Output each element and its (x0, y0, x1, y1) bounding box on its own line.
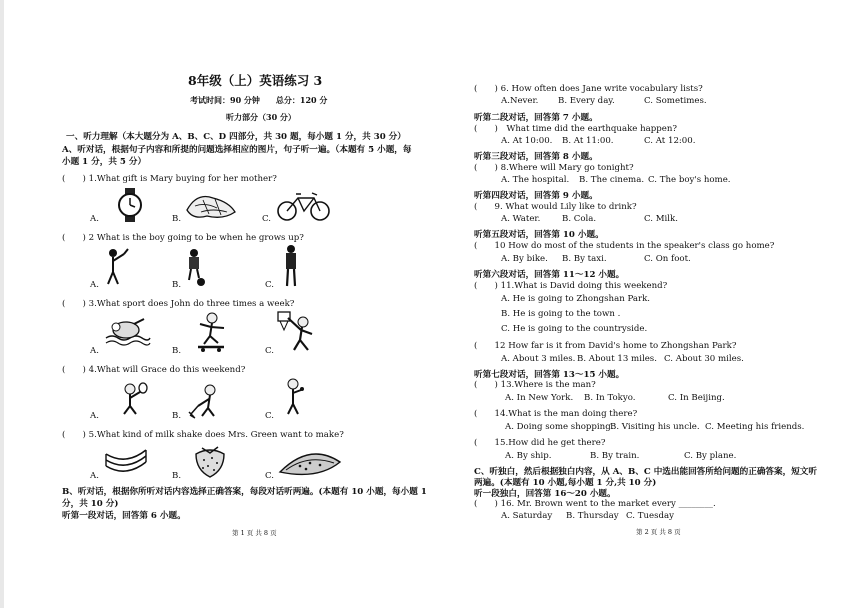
q10-option-c: C. On foot. (644, 254, 691, 264)
q4-option-b-label: B. (172, 411, 182, 421)
segment-1-heading: 听第一段对话，回答第 6 小题。 (62, 511, 186, 521)
segment-2-heading: 听第二段对话，回答第 7 小题。 (474, 113, 598, 123)
q2-option-b-label: B. (172, 280, 182, 290)
listening-part-heading: 听力部分（30 分） (226, 112, 296, 122)
strawberry-icon (190, 444, 230, 478)
q13-option-c: C. In Beijing. (668, 393, 725, 403)
q6-option-a: A.Never. (501, 96, 539, 106)
q11-option-b: B. He is going to the town . (501, 309, 621, 319)
bananas-icon (104, 448, 148, 478)
question-3: ( ) 3.What sport does John do three times a week? (62, 299, 295, 309)
q15-option-c: C. By plane. (684, 451, 737, 461)
question-8: ( ) 8.Where will Mary go tonight? (474, 163, 634, 173)
q3-option-c-label: C. (265, 346, 275, 356)
q5-option-a-label: A. (90, 471, 99, 481)
q12-option-b: B. About 13 miles. (577, 354, 657, 364)
businessman-icon (282, 244, 300, 288)
segment-6-heading: 听第六段对话，回答第 11～12 小题。 (474, 270, 625, 280)
q8-option-b: B. The cinema. (579, 175, 645, 185)
q14-option-a: A. Doing some shopping. (505, 422, 614, 432)
question-9: ( 9. What would Lily like to drink? (474, 202, 637, 212)
scarf-icon (183, 190, 239, 222)
page-footer-2: 第 2 页 共 8 页 (636, 528, 681, 536)
q3-option-a-label: A. (90, 346, 99, 356)
q5-option-c-label: C. (265, 471, 275, 481)
q1-option-c-label: C. (262, 214, 272, 224)
question-16: ( ) 16. Mr. Brown went to the market every ________. (474, 499, 716, 509)
q6-option-b: B. Every day. (558, 96, 615, 106)
question-12: ( 12 How far is it from David's home to Zhongshan Park? (474, 341, 737, 351)
q16-option-b: B. Thursday (566, 511, 619, 521)
swimming-icon (104, 316, 150, 348)
watermelon-icon (278, 448, 342, 478)
q15-option-b: B. By train. (590, 451, 640, 461)
q14-option-b: B. Visiting his uncle. (610, 422, 700, 432)
q9-option-c: C. Milk. (644, 214, 678, 224)
question-2: ( ) 2 What is the boy going to be when he grows up? (62, 233, 304, 243)
q9-option-b: B. Cola. (562, 214, 597, 224)
section-1-heading: 一、听力理解（本大题分为 A、B、C、D 四部分，共 30 题，每小题 1 分，共 30 分） (66, 132, 406, 142)
q11-option-c: C. He is going to the countryside. (501, 324, 648, 334)
football-player-icon (184, 248, 206, 288)
section-a-instruction-cont: 小题 1 分，共 5 分） (62, 157, 147, 167)
q13-option-b: B. In Tokyo. (584, 393, 636, 403)
q11-option-a: A. He is going to Zhongshan Park. (501, 294, 651, 304)
question-13: ( ) 13.Where is the man? (474, 380, 596, 390)
segment-7-heading: 听第七段对话，回答第 13～15 小题。 (474, 370, 625, 380)
q10-option-a: A. By bike. (501, 254, 548, 264)
section-c-instruction-cont: 两遍。(本题有 10 小题,每小题 1 分,共 10 分) (474, 478, 657, 488)
q1-option-a-label: A. (90, 214, 99, 224)
segment-8-heading: 听一段独白，回答第 16～20 小题。 (474, 489, 616, 499)
q1-option-b-label: B. (172, 214, 182, 224)
scan-edge-left (0, 0, 4, 608)
basketball-icon (276, 310, 318, 352)
question-1: ( ) 1.What gift is Mary buying for her mother? (62, 174, 277, 184)
baseball-player-icon (104, 248, 130, 288)
q7-option-c: C. At 12:00. (644, 136, 696, 146)
q8-option-c: C. The boy's home. (648, 175, 731, 185)
exam-info: 考试时间：90 分钟 总分：120 分 (190, 95, 328, 105)
section-a-instruction: A、听对话，根据句子内容和所提的问题选择相应的图片，句子听一遍。（本题有 5 小题，每 (62, 145, 412, 155)
question-5: ( ) 5.What kind of milk shake does Mrs. Green want to make? (62, 430, 344, 440)
section-b-instruction: B、听对话，根据你所听对话内容选择正确答案，每段对话听两遍。(本题有 10 小题，每小题 1 (62, 487, 427, 497)
question-11: ( ) 11.What is David doing this weekend? (474, 281, 668, 291)
segment-3-heading: 听第三段对话，回答第 8 小题。 (474, 152, 598, 162)
worksheet-title: 8年级（上）英语练习 3 (188, 73, 323, 88)
q4-option-c-label: C. (265, 411, 275, 421)
q15-option-a: A. By ship. (505, 451, 552, 461)
bicycle-icon (276, 190, 332, 222)
segment-5-heading: 听第五段对话，回答第 10 小题。 (474, 230, 604, 240)
segment-4-heading: 听第四段对话，回答第 9 小题。 (474, 191, 598, 201)
q7-option-b: B. At 11:00. (562, 136, 614, 146)
watch-icon (112, 188, 148, 222)
q6-option-c: C. Sometimes. (644, 96, 707, 106)
sweeping-icon (188, 384, 222, 418)
q8-option-a: A. The hospital. (501, 175, 570, 185)
q3-option-b-label: B. (172, 346, 182, 356)
q9-option-a: A. Water. (501, 214, 541, 224)
playing-tennis-icon (116, 382, 148, 416)
section-b-instruction-cont: 分，共 10 分) (62, 499, 119, 509)
singing-icon (281, 378, 305, 416)
q14-option-c: C. Meeting his friends. (705, 422, 805, 432)
q12-option-c: C. About 30 miles. (664, 354, 744, 364)
q12-option-a: A. About 3 miles. (501, 354, 576, 364)
question-10: ( 10 How do most of the students in the speaker's class go home? (474, 241, 775, 251)
page-footer-1: 第 1 页 共 8 页 (232, 529, 277, 537)
skateboarding-icon (194, 312, 228, 352)
question-7: ( ) What time did the earthquake happen? (474, 124, 677, 134)
q10-option-b: B. By taxi. (562, 254, 607, 264)
question-4: ( ) 4.What will Grace do this weekend? (62, 365, 246, 375)
question-14: ( 14.What is the man doing there? (474, 409, 638, 419)
q16-option-a: A. Saturday (501, 511, 553, 521)
q5-option-b-label: B. (172, 471, 182, 481)
q16-option-c: C. Tuesday (626, 511, 674, 521)
q2-option-a-label: A. (90, 280, 99, 290)
q13-option-a: A. In New York. (505, 393, 574, 403)
q2-option-c-label: C. (265, 280, 275, 290)
q4-option-a-label: A. (90, 411, 99, 421)
question-6: ( ) 6. How often does Jane write vocabulary lists? (474, 84, 703, 94)
section-c-instruction: C、听独白，然后根据独白内容，从 A、B、C 中选出能回答所给问题的正确答案，短文听 (474, 467, 817, 477)
q7-option-a: A. At 10:00. (501, 136, 553, 146)
question-15: ( 15.How did he get there? (474, 438, 606, 448)
